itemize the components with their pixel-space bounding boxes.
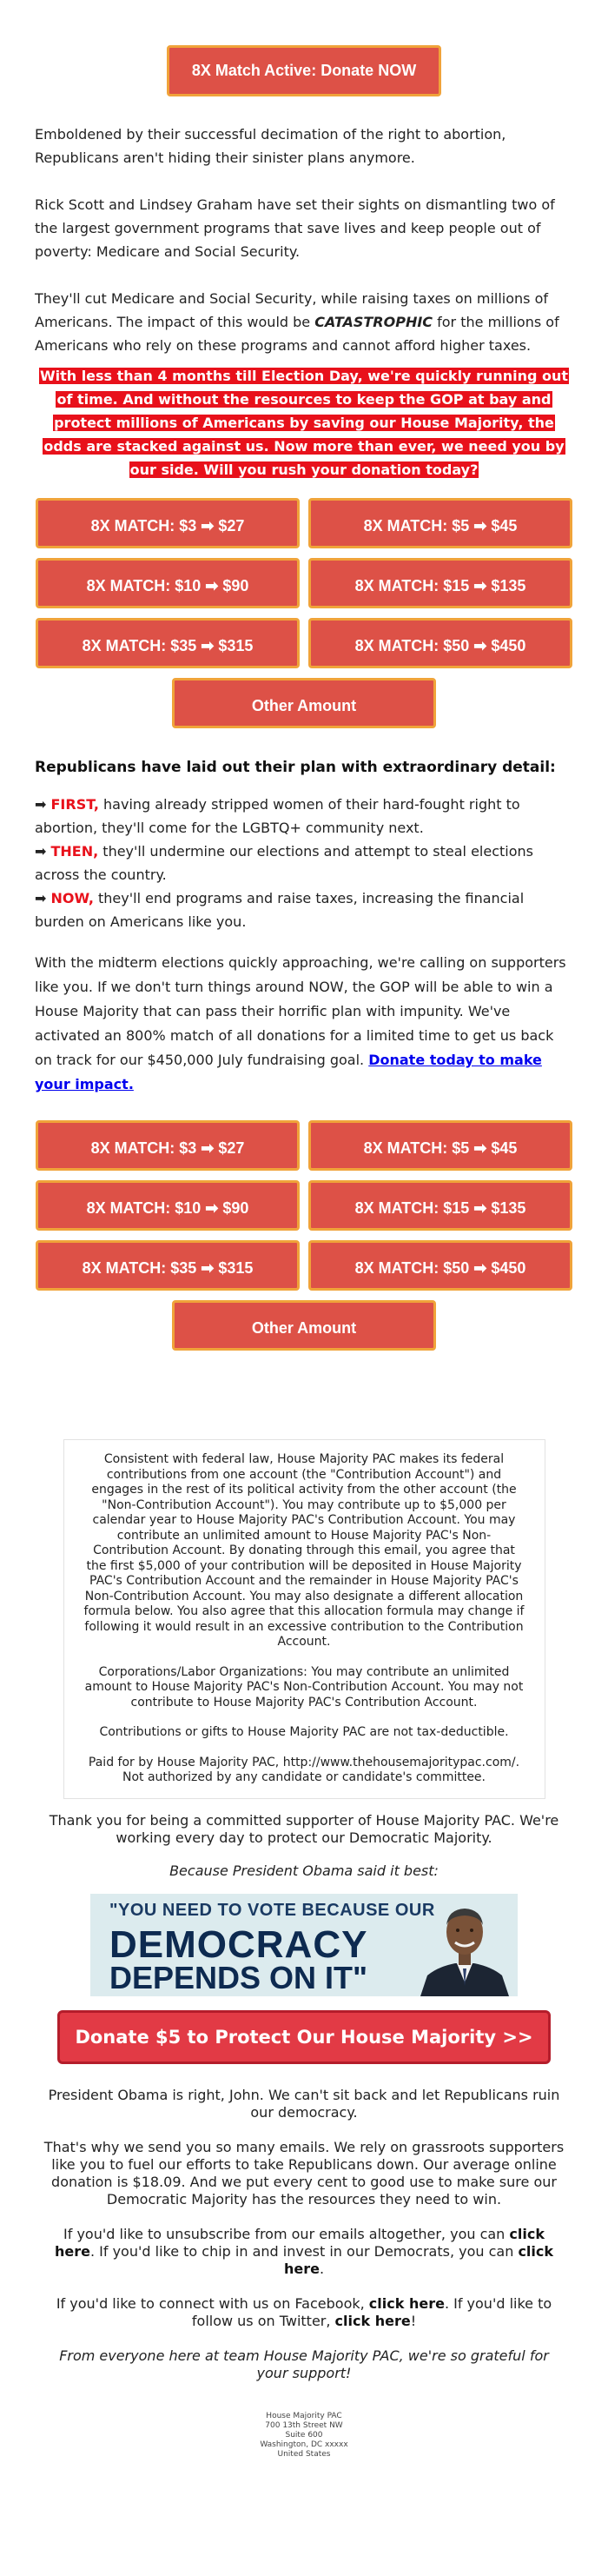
disclaimer-contribution-accounts: Consistent with federal law, House Majority PAC makes its federal contributions from one account (the "Contribution Account") and engages in the rest of its political activity from the other account (the "Non-Contribution Account"). You may contribute up to $5,000 per calendar year to House Majority PAC's Contribution Account. You may contribute an unlimited amount to House Majority PAC's Non-Contribution Account. By donating through this email, you agree that the first $5,000 of your contribution will be deposited in House Majority PAC's Contribution Account and the remainder in House Majority PAC's Non-Contribution Account. You may also designate a different allocation formula below. You also agree that this allocation formula may change if following it would result in an excessive contribution to the Contribution Account. bbox=[83, 1452, 525, 1649]
arrow-icon: ➡ bbox=[35, 843, 47, 860]
intro-paragraph-1: Emboldened by their successful decimation of the right to abortion, Republicans aren't hiding their sinister plans anymore. bbox=[35, 126, 506, 166]
match-50-button[interactable]: 8X MATCH: $50 ➡ $450 bbox=[308, 618, 572, 668]
obama-quote-banner bbox=[90, 1894, 518, 1996]
urgent-alert-text bbox=[35, 364, 573, 481]
midterm-paragraph bbox=[35, 951, 573, 1097]
match-grid-2 bbox=[0, 1120, 608, 1291]
bullet-text: they'll undermine our elections and attempt to steal elections across the country. bbox=[35, 843, 533, 883]
bullet-keyword: NOW, bbox=[50, 890, 94, 906]
legal-disclaimer bbox=[63, 1439, 545, 1799]
intro-p3-start: They'll cut Medicare and Social Security, while raising taxes on millions of Americans. The impact of this would be bbox=[35, 290, 549, 330]
match-15-button[interactable]: 8X MATCH: $15 ➡ $135 bbox=[308, 1180, 572, 1231]
catastrophic-emphasis: CATASTROPHIC bbox=[314, 314, 433, 330]
plan-bullet-now bbox=[35, 886, 573, 933]
other-amount-row-1 bbox=[0, 678, 608, 728]
donate-5-button[interactable]: Donate $5 to Protect Our House Majority >> bbox=[57, 2010, 551, 2064]
match-35-button[interactable]: 8X MATCH: $35 ➡ $315 bbox=[36, 1240, 300, 1291]
match-5-button[interactable]: 8X MATCH: $5 ➡ $45 bbox=[308, 1120, 572, 1171]
facebook-text: If you'd like to connect with us on Facebook, bbox=[56, 2294, 369, 2312]
postal-address bbox=[0, 2412, 608, 2460]
address-line: Washington, DC xxxxx bbox=[260, 2440, 348, 2449]
intro-paragraph-2: Rick Scott and Lindsey Graham have set their sights on dismantling two of the largest government programs that save lives and keep people out of poverty: Medicare and Social Security. bbox=[35, 196, 555, 260]
unsubscribe-link[interactable]: click here bbox=[54, 2225, 545, 2260]
match-10-button[interactable]: 8X MATCH: $10 ➡ $90 bbox=[36, 1180, 300, 1231]
disclaimer-corporations: Corporations/Labor Organizations: You may contribute an unlimited amount to House Majority PAC's Non-Contribution Account. You may not contribute to House Majority PAC's Contribution Account. bbox=[84, 1664, 524, 1710]
midterm-text: With the midterm elections quickly approaching, we're calling on supporters like you. If we don't turn things around NOW, the GOP will be able to win a House Majority that can pass their horrific plan with impunity. We've activated an 800% match of all donations for a limited time to get us back on track for our $450,000 July fundraising goal. bbox=[35, 954, 566, 1068]
disclaimer-paid-for: Paid for by House Majority PAC, http://www.thehousemajoritypac.com/. Not authorized by any candidate or candidate's committee. bbox=[88, 1755, 520, 1784]
match-50-button[interactable]: 8X MATCH: $50 ➡ $450 bbox=[308, 1240, 572, 1291]
other-amount-button[interactable]: Other Amount bbox=[172, 678, 436, 728]
thanks-text: Thank you for being a committed supporter of House Majority PAC. We're working every day to protect our Democratic Majority. bbox=[49, 1811, 559, 1846]
plan-bullet-then bbox=[35, 840, 573, 886]
chip-in-link[interactable]: click here bbox=[283, 2242, 554, 2277]
match-3-button[interactable]: 8X MATCH: $3 ➡ $27 bbox=[36, 498, 300, 548]
match-5-button[interactable]: 8X MATCH: $5 ➡ $45 bbox=[308, 498, 572, 548]
intro-section bbox=[0, 123, 608, 481]
intro-p3-end: for the millions of Americans who rely on these programs and cannot afford higher taxes. bbox=[35, 314, 559, 354]
match-10-button[interactable]: 8X MATCH: $10 ➡ $90 bbox=[36, 558, 300, 608]
match-grid-1 bbox=[0, 498, 608, 668]
donate-now-button[interactable]: 8X Match Active: Donate NOW bbox=[167, 45, 441, 96]
match-buttons-block-1 bbox=[0, 498, 608, 728]
match-15-button[interactable]: 8X MATCH: $15 ➡ $135 bbox=[308, 558, 572, 608]
plan-section bbox=[0, 759, 608, 1097]
address-line: Suite 600 bbox=[285, 2430, 323, 2440]
plan-heading: Republicans have laid out their plan with extraordinary detail: bbox=[35, 759, 556, 776]
donate-today-link[interactable]: Donate today to make your impact. bbox=[35, 1052, 542, 1092]
bullet-keyword: THEN, bbox=[50, 843, 99, 860]
plan-bullet-first bbox=[35, 793, 573, 840]
match-3-button[interactable]: 8X MATCH: $3 ➡ $27 bbox=[36, 1120, 300, 1171]
address-line: United States bbox=[277, 2449, 331, 2459]
disclaimer-tax: Contributions or gifts to House Majority PAC are not tax-deductible. bbox=[99, 1725, 509, 1739]
social-paragraph bbox=[43, 2295, 565, 2330]
facebook-link[interactable]: click here bbox=[368, 2294, 445, 2312]
closing-paragraph-1: President Obama is right, John. We can't sit back and let Republicans ruin our democracy. bbox=[48, 2086, 560, 2121]
alert-highlight: With less than 4 months till Election Day, we're quickly running out of time. And without the resources to keep the GOP at bay and protect millions of Americans by saving our House Majority, the odds are stacked against us. Now more than ever, we need you by our side. Will you rush your donation today? bbox=[39, 368, 569, 478]
quote-line-3: DEPENDS ON IT" bbox=[109, 1959, 368, 1995]
match-buttons-block-2 bbox=[0, 1120, 608, 1351]
period-text: . bbox=[319, 2260, 325, 2277]
address-line: House Majority PAC bbox=[266, 2411, 342, 2420]
top-cta-row bbox=[0, 0, 608, 96]
obama-intro: Because President Obama said it best: bbox=[169, 1862, 439, 1879]
bullet-text: having already stripped women of their hard-fought right to abortion, they'll come for the LGBTQ+ community next. bbox=[35, 796, 520, 836]
other-amount-button[interactable]: Other Amount bbox=[172, 1300, 436, 1351]
twitter-link[interactable]: click here bbox=[334, 2312, 411, 2329]
bullet-text: they'll end programs and raise taxes, increasing the financial burden on Americans like you. bbox=[35, 890, 525, 930]
address-line: 700 13th Street NW bbox=[265, 2420, 343, 2430]
twitter-text: . If you'd like to follow us on Twitter, bbox=[191, 2294, 552, 2329]
obama-portrait-image bbox=[420, 1899, 509, 1996]
closing-paragraphs bbox=[0, 2087, 608, 2382]
chip-in-text: . If you'd like to chip in and invest in our Democrats, you can bbox=[89, 2242, 519, 2260]
closing-paragraph-2: That's why we send you so many emails. We rely on grassroots supporters like you to fuel our efforts to take Republicans down. Our average online donation is $18.09. And we put every cent to good use to make sure our Democratic Majority has the resources they need to win. bbox=[43, 2138, 565, 2208]
other-amount-row-2 bbox=[0, 1300, 608, 1351]
quote-line-1: "YOU NEED TO VOTE BECAUSE OUR bbox=[109, 1900, 435, 1920]
closing-section bbox=[0, 1812, 608, 1880]
quote-line-2: DEMOCRACY bbox=[109, 1922, 368, 1966]
intro-paragraph-3 bbox=[35, 287, 573, 357]
unsubscribe-paragraph bbox=[43, 2226, 565, 2278]
unsubscribe-text: If you'd like to unsubscribe from our emails altogether, you can bbox=[63, 2225, 510, 2242]
match-35-button[interactable]: 8X MATCH: $35 ➡ $315 bbox=[36, 618, 300, 668]
exclaim-text: ! bbox=[410, 2312, 417, 2329]
bullet-keyword: FIRST, bbox=[50, 796, 99, 813]
arrow-icon: ➡ bbox=[35, 890, 47, 906]
gratitude-paragraph: From everyone here at team House Majority PAC, we're so grateful for your support! bbox=[59, 2347, 549, 2381]
arrow-icon: ➡ bbox=[35, 796, 47, 813]
